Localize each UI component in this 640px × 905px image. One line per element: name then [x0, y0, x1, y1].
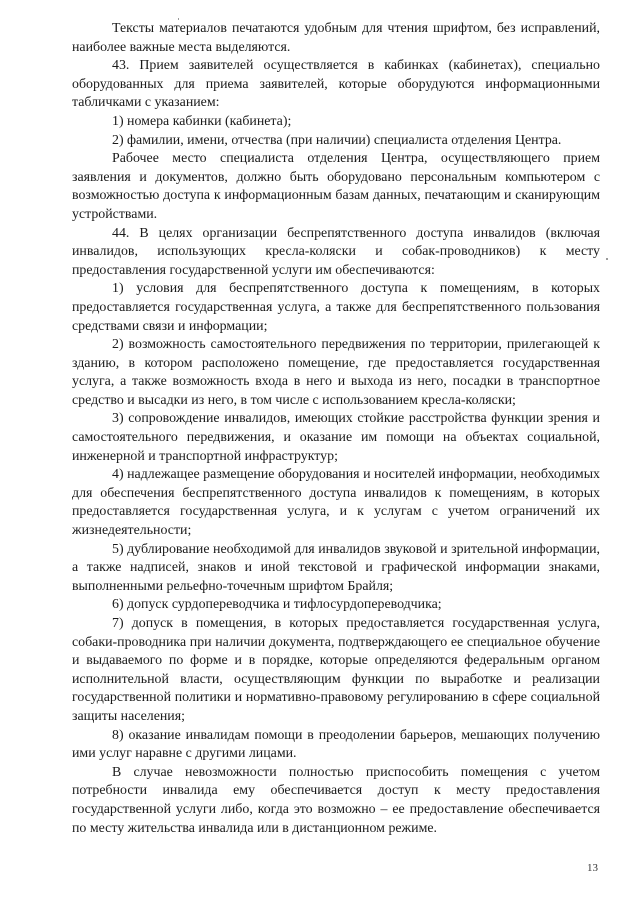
paragraph-44: 44. В целях организации беспрепятственного доступа инвалидов (включая инвалидов, использующих кресла-коляски и собак-проводников) к месту предоставления государственной услуги им обеспечиваются: [72, 225, 600, 278]
scan-speck [178, 18, 179, 20]
list-item-44-4: 4) надлежащее размещение оборудования и носителей информации, необходимых для обеспечения беспрепятственного доступа инвалидов к помещениям, в которых предоставляется государственная услуга, и к услугам с учетом ограничений их жизнедеятельности; [72, 467, 600, 539]
list-item-44-2: 2) возможность самостоятельного передвижения по территории, прилегающей к зданию, в котором расположено помещение, где предоставляется государственная услуга, а также возможность входа в него и выхода из него, посадки в транспортное средство и высадки из него, в том числе с использованием кресла-коляски; [72, 337, 600, 408]
paragraph-fonts-note: Тексты материалов печатаются удобным для чтения шрифтом, без исправлений, наиболее важные места выделяются. [72, 21, 600, 55]
paragraph-impossibility: В случае невозможности полностью приспособить помещения с учетом потребности инвалида ему обеспечивается доступ к месту предоставления государственной услуги либо, когда это возможно – ее предоставление обеспечивается по месту жительства инвалида или в дистанционном режиме. [72, 764, 600, 836]
paragraph-workplace: Рабочее место специалиста отделения Центра, осуществляющего прием заявления и документов, должно быть оборудовано персональным компьютером с возможностью доступа к информационным базам данных, печатающим и сканирующим устройствами. [72, 151, 600, 222]
scan-speck [606, 258, 608, 260]
list-item-44-1: 1) условия для беспрепятственного доступа к помещениям, в которых предоставляется государственная услуга, а также для беспрепятственного пользования средствами связи и информации; [72, 281, 600, 334]
list-item-43-1: 1) номера кабинки (кабинета); [112, 113, 292, 129]
document-page [72, 20, 600, 838]
paragraph-43: 43. Прием заявителей осуществляется в кабинках (кабинетах), специально оборудованных для приема заявителей, которые оборудуются информационными табличками с указанием: [72, 58, 600, 111]
list-item-44-8: 8) оказание инвалидам помощи в преодолении барьеров, мешающих получению ими услуг наравне с другими лицами. [72, 727, 600, 762]
list-item-44-5: 5) дублирование необходимой для инвалидов звуковой и зрительной информации, а также надписей, знаков и иной текстовой и графической информации знаками, выполненными рельефно-точечным шрифтом Брайля; [72, 541, 600, 594]
list-item-44-3: 3) сопровождение инвалидов, имеющих стойкие расстройства функции зрения и самостоятельного передвижения, и оказание им помощи на объектах социальной, инженерной и транспортной инфраструктур; [72, 411, 600, 464]
list-item-43-2: 2) фамилии, имени, отчества (при наличии) специалиста отделения Центра. [112, 132, 562, 148]
list-item-44-6: 6) допуск сурдопереводчика и тифлосурдопереводчика; [112, 597, 442, 613]
page-number: 13 [587, 862, 598, 874]
list-item-44-7: 7) допуск в помещения, в которых предоставляется государственная услуга, собаки-проводника при наличии документа, подтверждающего ее специальное обучение и выдаваемого по форме и в порядке, которые определяются федеральным органом исполнительной власти, осуществляющим функции по выработке и реализации государственной политики и нормативно-правовому регулированию в сфере социальной защиты населения; [72, 616, 600, 724]
